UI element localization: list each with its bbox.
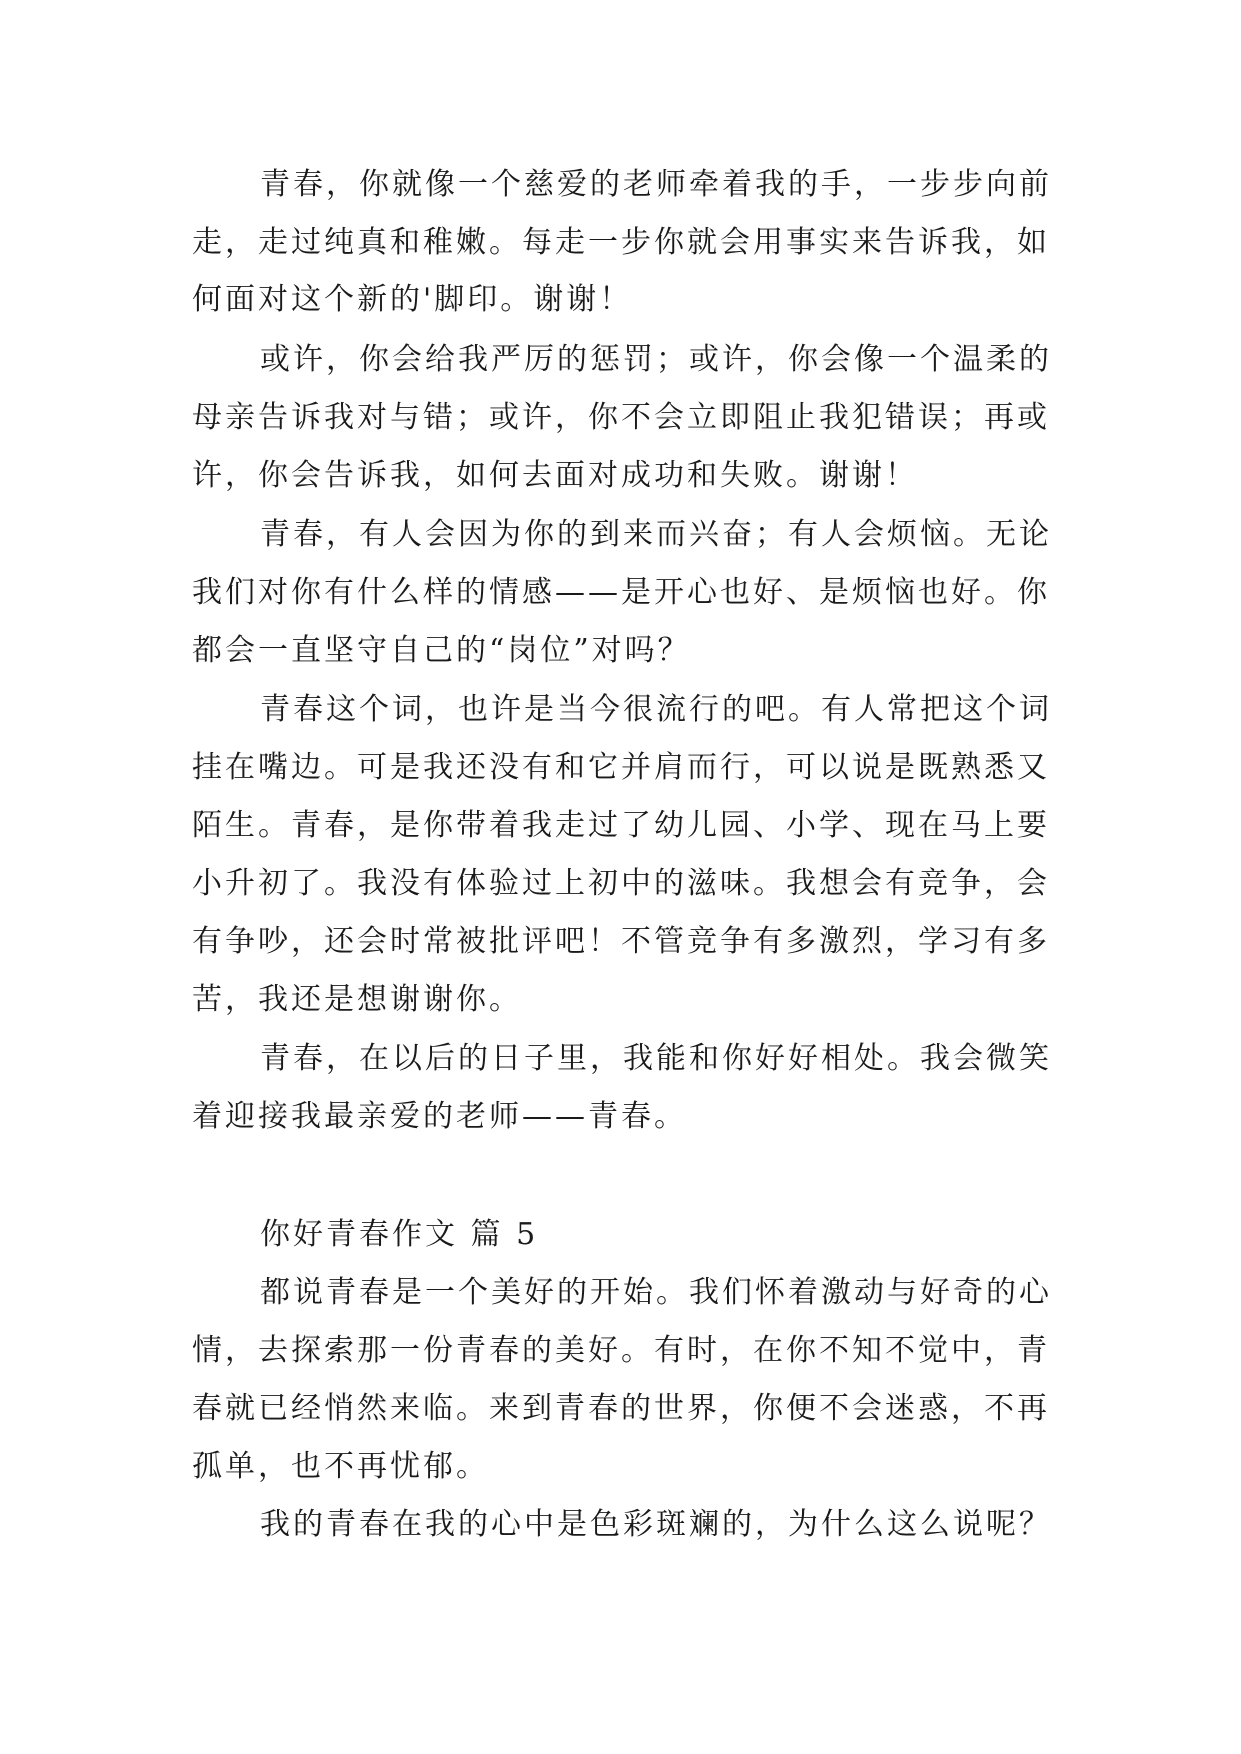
text-line: 何面对这个新的'脚印。谢谢！ <box>192 282 633 317</box>
text-line: 苦，我还是想谢谢你。 <box>192 982 522 1017</box>
text-line: 陌生。青春，是你带着我走过了幼儿园、小学、现在马上要 <box>192 808 1050 843</box>
section-heading: 你好青春作文 篇 5 <box>260 1217 539 1252</box>
text-line: 青春这个词，也许是当今很流行的吧。有人常把这个词 <box>260 692 1052 727</box>
text-line: 母亲告诉我对与错；或许，你不会立即阻止我犯错误；再或 <box>192 400 1050 435</box>
text-line: 我的青春在我的心中是色彩斑斓的，为什么这么说呢？ <box>260 1507 1052 1542</box>
text-line: 有争吵，还会时常被批评吧！不管竞争有多激烈，学习有多 <box>192 924 1050 959</box>
text-line: 都说青春是一个美好的开始。我们怀着激动与好奇的心 <box>260 1275 1052 1310</box>
text-line: 孤单，也不再忧郁。 <box>192 1449 489 1484</box>
text-line: 都会一直坚守自己的“岗位”对吗？ <box>192 633 691 668</box>
text-line: 小升初了。我没有体验过上初中的滋味。我想会有竞争，会 <box>192 866 1050 901</box>
text-line: 春就已经悄然来临。来到青春的世界，你便不会迷惑，不再 <box>192 1391 1050 1426</box>
text-line: 走，走过纯真和稚嫩。每走一步你就会用事实来告诉我，如 <box>192 225 1050 260</box>
text-line: 情，去探索那一份青春的美好。有时，在你不知不觉中，青 <box>192 1333 1050 1368</box>
text-line: 青春，在以后的日子里，我能和你好好相处。我会微笑 <box>260 1041 1052 1076</box>
text-line: 着迎接我最亲爱的老师——青春。 <box>192 1099 687 1134</box>
text-line: 我们对你有什么样的情感——是开心也好、是烦恼也好。你 <box>192 575 1050 610</box>
text-line: 青春，你就像一个慈爱的老师牵着我的手，一步步向前 <box>260 167 1052 202</box>
text-line: 或许，你会给我严厉的惩罚；或许，你会像一个温柔的 <box>260 342 1052 377</box>
text-line: 许，你会告诉我，如何去面对成功和失败。谢谢！ <box>192 458 918 493</box>
text-line: 挂在嘴边。可是我还没有和它并肩而行，可以说是既熟悉又 <box>192 750 1050 785</box>
text-line: 青春，有人会因为你的到来而兴奋；有人会烦恼。无论 <box>260 517 1052 552</box>
